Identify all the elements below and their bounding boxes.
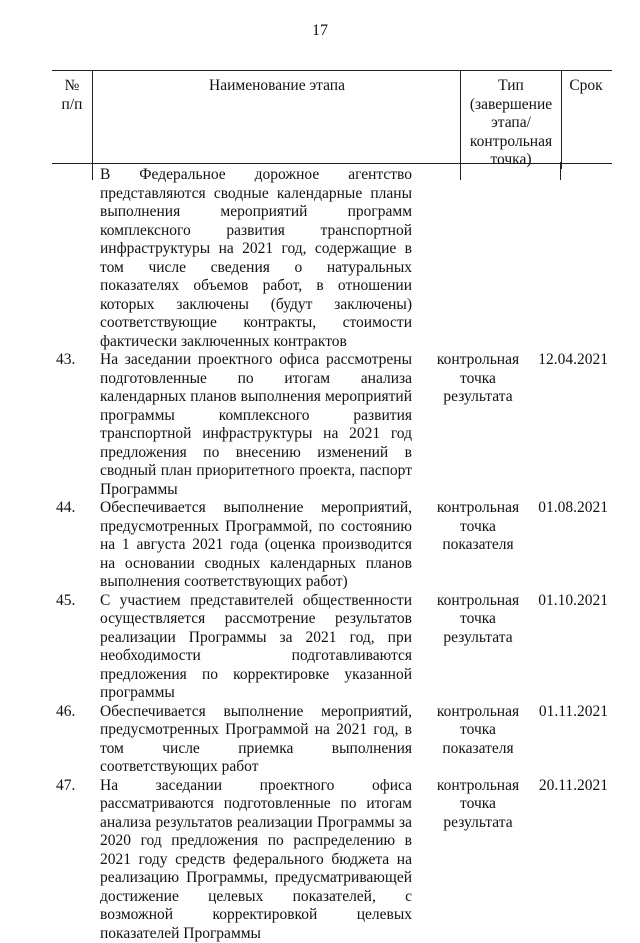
row-type: контрольная точка показателя [430, 703, 526, 759]
row-term: 20.11.2021 [526, 777, 608, 796]
header-type [460, 71, 562, 169]
header-type-line: этапа/ [461, 114, 561, 133]
row-stage-name: На заседании проектного офиса рассматриваются подготовленные по итогам анализа результатов реализации Программы за 2020 год предложения по распределению в 2021 году средств федерального бюджета на реализацию Программы, предусматривающей достижение целевых показателей, с возможной корректировкой целевых показателей Программы [100, 777, 412, 943]
table-row [52, 592, 612, 703]
table-body [52, 166, 612, 943]
row-number: 46. [52, 703, 92, 722]
row-type: контрольная точка результата [430, 777, 526, 833]
row-term: 01.10.2021 [526, 592, 608, 611]
row-type: контрольная точка результата [430, 351, 526, 407]
row-term: 12.04.2021 [526, 351, 608, 370]
row-number: 45. [52, 592, 92, 611]
page-number: 17 [0, 22, 640, 41]
header-type-line: контрольная [461, 133, 561, 152]
row-stage-name: Обеспечивается выполнение мероприятий, предусмотренных Программой на 2021 год, в том числе приемка выполнения соответствующих работ [100, 703, 412, 777]
row-stage-name: С участием представителей общественности осуществляется рассмотрение результатов реализации Программы за 2021 год, при необходимости подготавливаются предложения по корректировке указанной программы [100, 592, 412, 703]
header-stage-name: Наименование этапа [92, 71, 461, 169]
header-term: Срок [560, 71, 612, 169]
row-stage-name: На заседании проектного офиса рассмотрены подготовленные по итогам анализа календарных планов выполнения мероприятий программы комплексного развития транспортной инфраструктуры на 2021 год предложения по внесению изменений в сводный план приоритетного проекта, паспорт Программы [100, 351, 412, 499]
header-number-line: № [52, 77, 92, 96]
table-header [52, 70, 612, 164]
row-term: 01.08.2021 [526, 499, 608, 518]
table-row [52, 703, 612, 777]
row-type: контрольная точка показателя [430, 499, 526, 555]
row-stage-name: Обеспечивается выполнение мероприятий, предусмотренных Программой, по состоянию на 1 августа 2021 года (оценка производится на основании сводных календарных планов выполнения соответствующих работ) [100, 499, 412, 592]
header-number-line: п/п [52, 96, 92, 115]
row-number: 43. [52, 351, 92, 370]
header-number [52, 71, 92, 169]
row-term: 01.11.2021 [526, 703, 608, 722]
table-row [52, 166, 612, 351]
table-row [52, 777, 612, 943]
header-type-line: (завершение [461, 96, 561, 115]
table-row [52, 351, 612, 499]
table-row [52, 499, 612, 592]
header-type-line: Тип [461, 77, 561, 96]
row-number: 44. [52, 499, 92, 518]
row-number: 47. [52, 777, 92, 796]
row-stage-name: В Федеральное дорожное агентство представляются сводные календарные планы выполнения мероприятий программ комплексного развития транспортной инфраструктуры на 2021 год, содержащие в том числе сведения о натуральных показателях объемов работ, в отношении которых заключены (будут заключены) соответствующие контракты, стоимости фактически заключенных контрактов [100, 166, 412, 351]
header-type-line: точка) [461, 151, 561, 170]
row-type: контрольная точка результата [430, 592, 526, 648]
